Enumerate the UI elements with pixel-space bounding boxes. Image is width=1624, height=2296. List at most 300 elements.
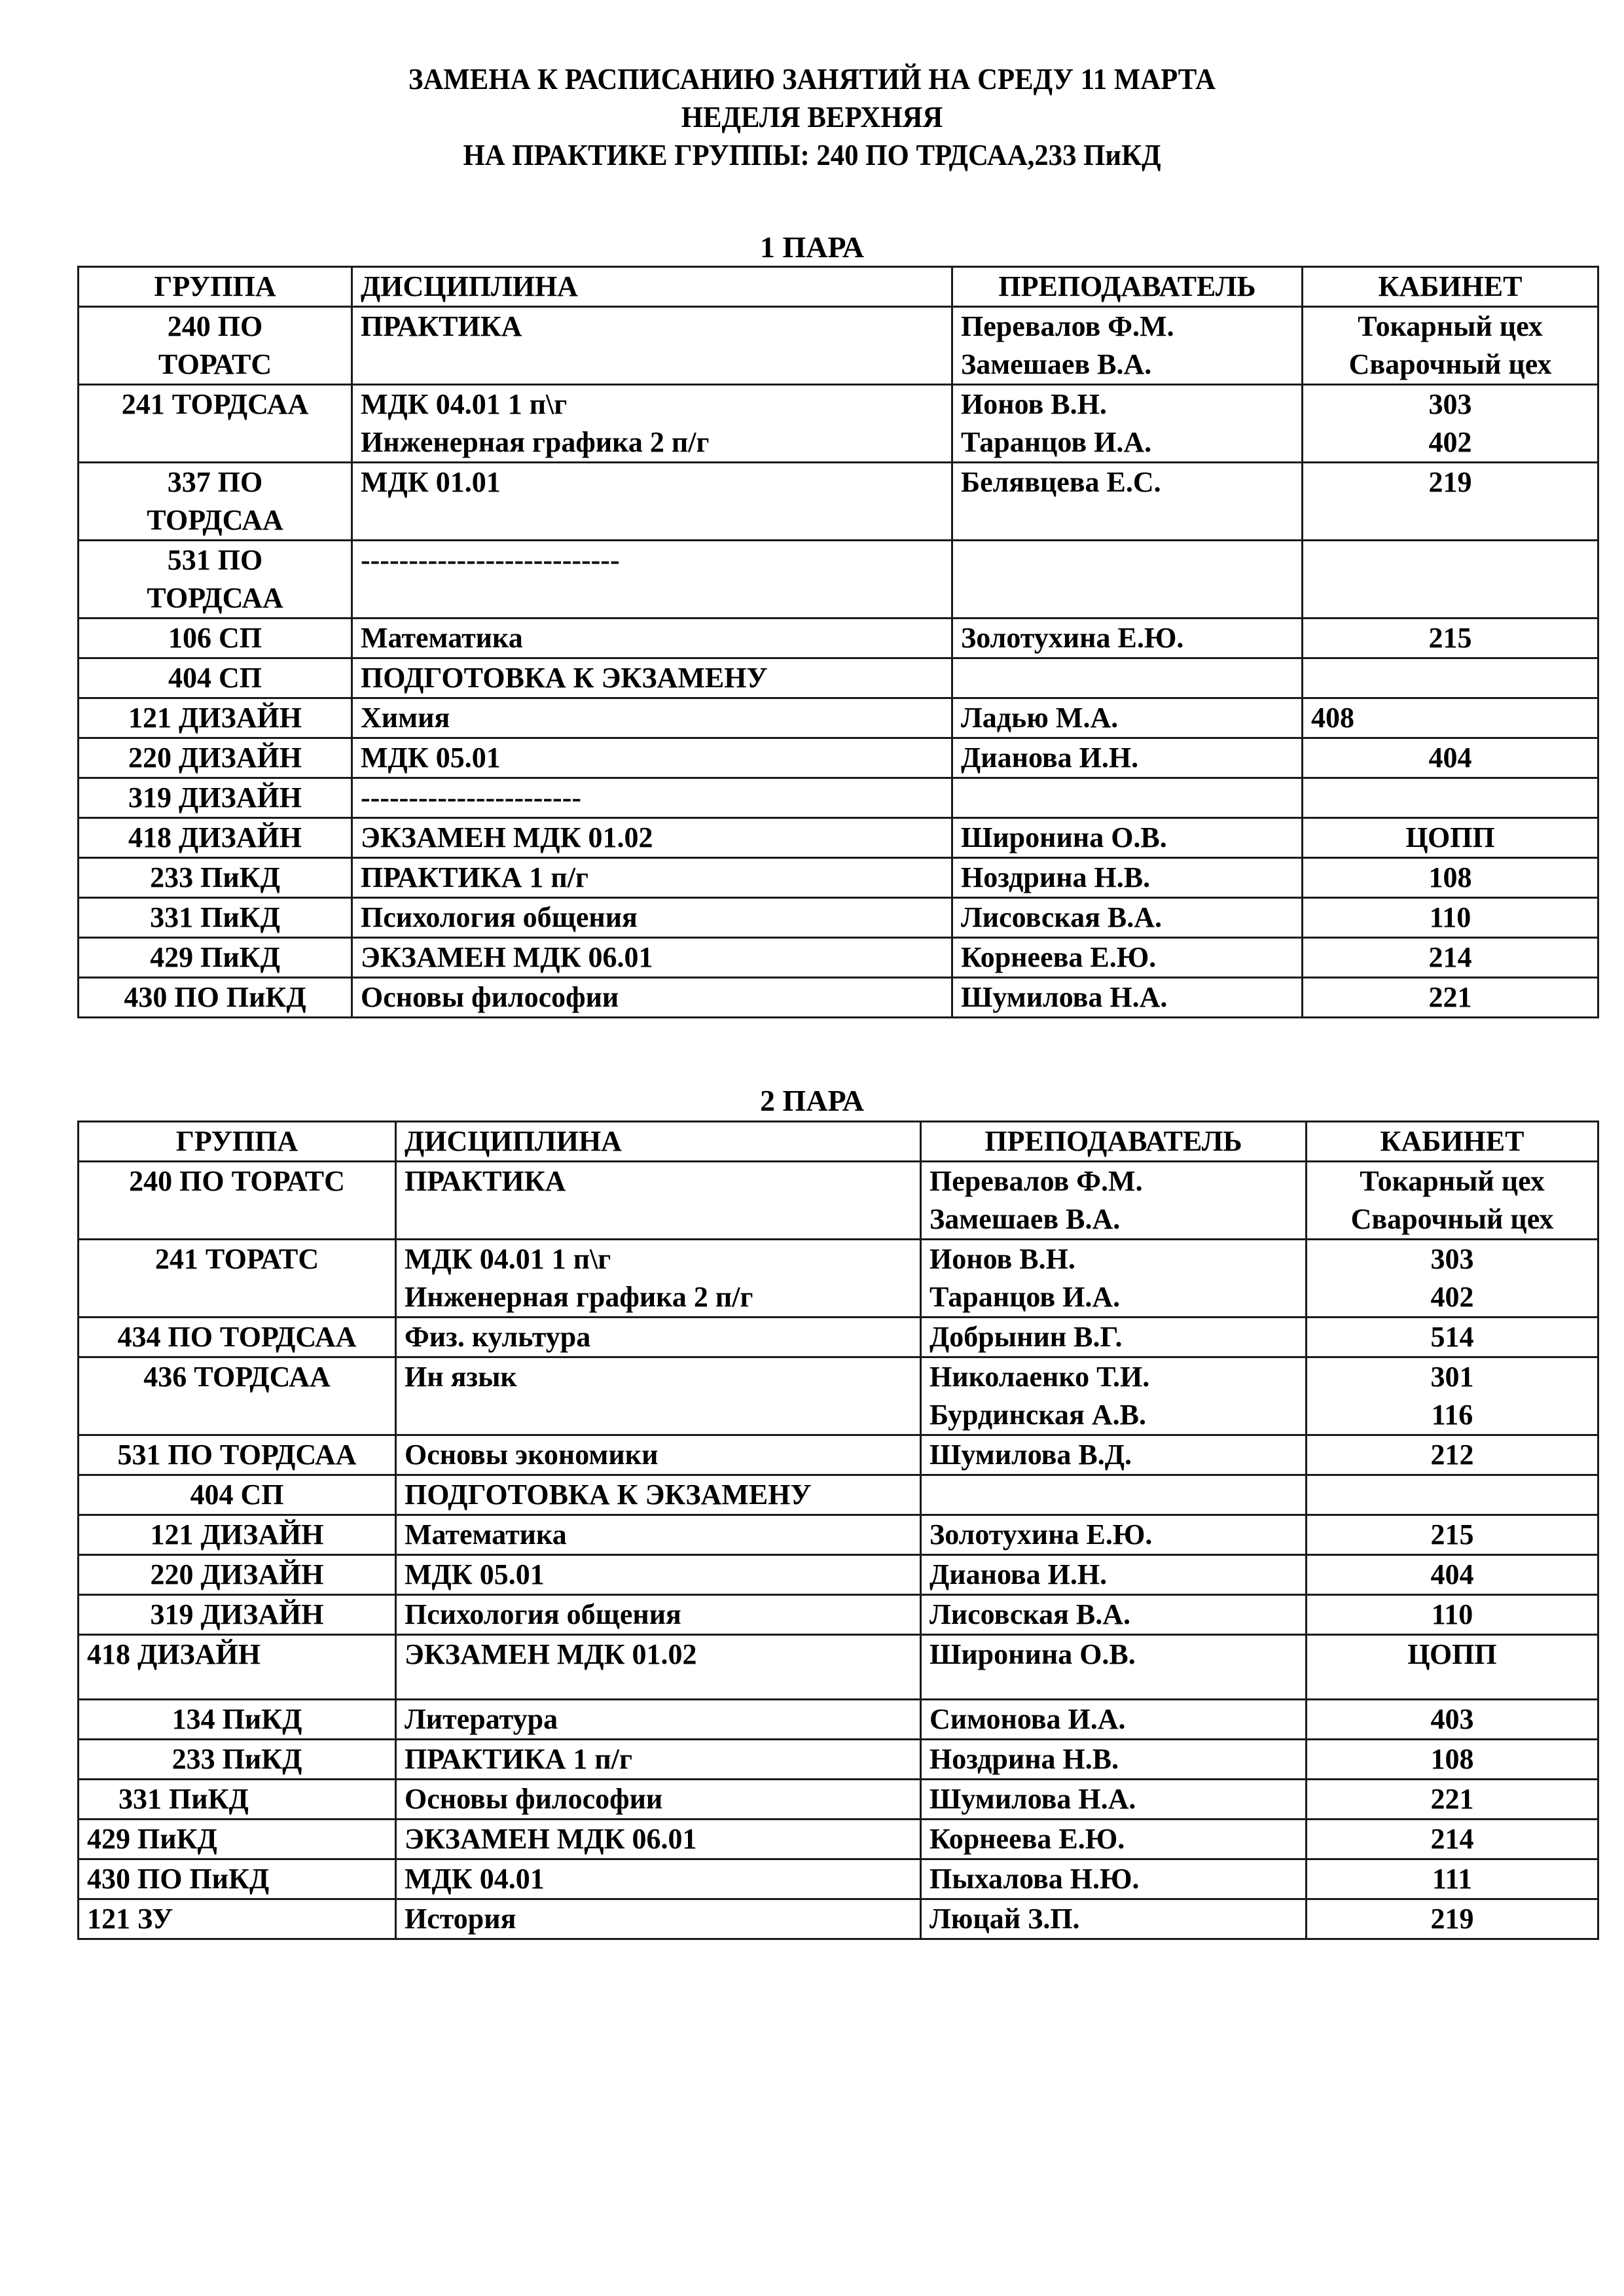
discipline-cell-line: Основы философии (405, 1783, 663, 1815)
table-row (79, 307, 1598, 385)
teacher-cell-line: Ионов В.Н. (929, 1243, 1075, 1275)
table-row (79, 463, 1598, 541)
teacher-cell-line (961, 779, 1293, 817)
teacher-cell-line: Николаенко Т.И. (929, 1361, 1150, 1393)
teacher-cell-line: Добрынин В.Г. (929, 1321, 1123, 1353)
group-cell (79, 1859, 396, 1899)
table-row (79, 1515, 1598, 1555)
discipline-cell-line: Основы философии (361, 981, 619, 1013)
group-cell-line: 531 ПО (167, 544, 263, 576)
group-cell (79, 978, 352, 1018)
teacher-cell-line: Перевалов Ф.М. (929, 1165, 1143, 1197)
teacher-cell-line: Замешаев В.А. (961, 348, 1152, 380)
group-cell-line: 331 ПиКД (118, 1783, 249, 1815)
header-week: НЕДЕЛЯ ВЕРХНЯЯ (681, 100, 943, 134)
discipline-cell-line: Литература (405, 1703, 558, 1735)
table-row (79, 1700, 1598, 1740)
discipline-cell-line: ПОДГОТОВКА К ЭКЗАМЕНУ (361, 662, 768, 694)
room-cell-line: 110 (1429, 901, 1471, 933)
group-cell-line: 233 ПиКД (150, 861, 280, 893)
teacher-cell (952, 698, 1303, 738)
room-cell-line: 111 (1432, 1863, 1473, 1895)
room-cell-line: Сварочный цех (1348, 348, 1552, 380)
table-row (79, 1635, 1598, 1700)
room-cell (1307, 1475, 1598, 1515)
discipline-cell-line: ПРАКТИКА 1 п/г (405, 1743, 632, 1775)
room-cell (1303, 307, 1598, 385)
table-row (79, 698, 1598, 738)
group-cell-line: 121 ЗУ (87, 1903, 173, 1935)
group-cell (79, 1635, 396, 1700)
room-cell-line (1311, 779, 1589, 817)
discipline-cell-line: МДК 05.01 (361, 742, 501, 774)
room-cell (1307, 1555, 1598, 1595)
teacher-cell (921, 1475, 1307, 1515)
teacher-cell-line: Дианова И.Н. (961, 742, 1139, 774)
group-cell (79, 1318, 396, 1357)
discipline-cell-line: Математика (405, 1518, 567, 1551)
column-header-discipline: ДИСЦИПЛИНА (352, 267, 952, 307)
room-cell-line: 215 (1430, 1518, 1474, 1551)
column-header-teacher: ПРЕПОДАВАТЕЛЬ (921, 1122, 1307, 1162)
column-header-room: КАБИНЕТ (1307, 1122, 1598, 1162)
group-cell-line: 121 ДИЗАЙН (128, 702, 302, 734)
teacher-cell (921, 1859, 1307, 1899)
table-row (79, 938, 1598, 978)
table-row (79, 385, 1598, 463)
group-cell-line: 404 СП (168, 662, 262, 694)
teacher-cell-line (961, 541, 1293, 579)
group-cell (79, 619, 352, 658)
discipline-cell-line: ПРАКТИКА (405, 1165, 566, 1197)
teacher-cell-line: Лисовская В.А. (929, 1598, 1131, 1630)
discipline-cell-line: Инженерная графика 2 п/г (405, 1281, 753, 1313)
table-row (79, 858, 1598, 898)
discipline-cell (352, 938, 952, 978)
room-cell (1307, 1435, 1598, 1475)
group-cell-line: 233 ПиКД (171, 1743, 302, 1775)
teacher-cell (921, 1820, 1307, 1859)
para1-title: 1 ПАРА (760, 230, 864, 264)
room-cell (1303, 385, 1598, 463)
room-cell (1303, 898, 1598, 938)
group-cell (79, 938, 352, 978)
room-cell-line: ЦОПП (1405, 821, 1495, 853)
document-header (0, 60, 1624, 174)
teacher-cell (952, 619, 1303, 658)
room-cell-line: 108 (1430, 1743, 1474, 1775)
teacher-cell (952, 858, 1303, 898)
group-cell (79, 1435, 396, 1475)
teacher-cell-line: Ноздрина Н.В. (961, 861, 1151, 893)
teacher-cell-line: Таранцов И.А. (961, 426, 1152, 458)
table-row (79, 541, 1598, 619)
discipline-cell (352, 818, 952, 858)
group-cell (79, 1740, 396, 1780)
header-practice-groups: НА ПРАКТИКЕ ГРУППЫ: 240 ПО ТРДСАА,233 ПиКД (463, 138, 1161, 171)
discipline-cell-line: ЭКЗАМЕН МДК 06.01 (405, 1823, 697, 1855)
room-cell (1307, 1780, 1598, 1820)
room-cell (1307, 1635, 1598, 1700)
para2-rows (79, 1162, 1598, 1939)
teacher-cell-line: Ладью М.А. (961, 702, 1119, 734)
teacher-cell (921, 1435, 1307, 1475)
teacher-cell-line: Замешаев В.А. (929, 1203, 1121, 1235)
discipline-cell (396, 1357, 921, 1435)
teacher-cell-line: Золотухина Е.Ю. (961, 622, 1184, 654)
teacher-cell-line: Перевалов Ф.М. (961, 310, 1174, 342)
room-cell-line: 108 (1428, 861, 1472, 893)
room-cell-line: Токарный цех (1360, 1165, 1545, 1197)
group-cell (79, 541, 352, 619)
table-row (79, 658, 1598, 698)
room-cell-line: 408 (1311, 702, 1354, 734)
table-row (79, 619, 1598, 658)
discipline-cell (396, 1700, 921, 1740)
group-cell-line: 220 ДИЗАЙН (128, 742, 302, 774)
discipline-cell-line: МДК 01.01 (361, 466, 501, 498)
discipline-cell (396, 1318, 921, 1357)
room-cell-line: 303 (1430, 1243, 1474, 1275)
teacher-cell (952, 541, 1303, 619)
teacher-cell (952, 818, 1303, 858)
teacher-cell-line: Белявцева Е.С. (961, 466, 1161, 498)
discipline-cell (396, 1820, 921, 1859)
group-cell-line: 429 ПиКД (150, 941, 280, 973)
teacher-cell (952, 978, 1303, 1018)
group-cell-line: 331 ПиКД (150, 901, 280, 933)
discipline-cell-line: Физ. культура (405, 1321, 591, 1353)
group-cell (79, 1515, 396, 1555)
room-cell (1307, 1820, 1598, 1859)
teacher-cell (952, 898, 1303, 938)
group-cell (79, 1820, 396, 1859)
group-cell-line: 429 ПиКД (87, 1823, 217, 1855)
room-cell (1303, 778, 1598, 818)
discipline-cell-line: ЭКЗАМЕН МДК 01.02 (361, 821, 653, 853)
para2-table (77, 1121, 1599, 1940)
discipline-cell-line: ЭКЗАМЕН МДК 06.01 (361, 941, 653, 973)
teacher-cell (921, 1740, 1307, 1780)
room-cell-line: 215 (1428, 622, 1472, 654)
room-cell (1303, 938, 1598, 978)
group-cell-line: 436 ТОРДСАА (143, 1361, 331, 1393)
group-cell-line: 404 СП (190, 1479, 284, 1511)
room-cell (1307, 1859, 1598, 1899)
column-header-discipline: ДИСЦИПЛИНА (396, 1122, 921, 1162)
room-cell-line: 404 (1428, 742, 1472, 774)
teacher-cell-line: Широнина О.В. (961, 821, 1167, 853)
teacher-cell-line: Шумилова Н.А. (929, 1783, 1136, 1815)
group-cell (79, 738, 352, 778)
group-cell-line: 241 ТОРАТС (154, 1243, 319, 1275)
group-cell-line: ТОРДСАА (147, 504, 283, 536)
group-cell-line: 531 ПО ТОРДСАА (117, 1439, 357, 1471)
room-cell (1303, 658, 1598, 698)
discipline-cell (352, 385, 952, 463)
teacher-cell (952, 938, 1303, 978)
group-cell (79, 307, 352, 385)
discipline-cell-line: ПРАКТИКА 1 п/г (361, 861, 588, 893)
table-row (79, 738, 1598, 778)
room-cell (1303, 698, 1598, 738)
room-cell-line: 219 (1430, 1903, 1474, 1935)
table-row (79, 1899, 1598, 1939)
discipline-cell-line: Инженерная графика 2 п/г (361, 426, 710, 458)
table-row (79, 1780, 1598, 1820)
group-cell-line: 434 ПО ТОРДСАА (117, 1321, 357, 1353)
teacher-cell-line: Люцай З.П. (929, 1903, 1080, 1935)
table-row (79, 778, 1598, 818)
teacher-cell (921, 1899, 1307, 1939)
table-row (79, 1859, 1598, 1899)
teacher-cell-line: Таранцов И.А. (929, 1281, 1121, 1313)
teacher-cell-line: Шумилова В.Д. (929, 1439, 1132, 1471)
group-cell-line: 418 ДИЗАЙН (128, 821, 302, 853)
discipline-cell (352, 898, 952, 938)
teacher-cell-line (961, 659, 1293, 697)
teacher-cell-line: Золотухина Е.Ю. (929, 1518, 1153, 1551)
group-cell (79, 1475, 396, 1515)
teacher-cell-line: Симонова И.А. (929, 1703, 1126, 1735)
teacher-cell (921, 1318, 1307, 1357)
para1-rows (79, 307, 1598, 1018)
group-cell-line: 106 СП (168, 622, 262, 654)
teacher-cell (921, 1515, 1307, 1555)
group-cell-line: ТОРДСАА (147, 582, 283, 614)
room-cell-line (1311, 659, 1589, 697)
teacher-cell-line: Широнина О.В. (929, 1638, 1136, 1670)
table-row (79, 1555, 1598, 1595)
group-cell (79, 1162, 396, 1240)
teacher-cell (921, 1162, 1307, 1240)
group-cell (79, 698, 352, 738)
teacher-cell (921, 1700, 1307, 1740)
group-cell (79, 1555, 396, 1595)
room-cell-line: 110 (1431, 1598, 1473, 1630)
room-cell-line: 219 (1428, 466, 1472, 498)
group-cell-line: 220 ДИЗАЙН (150, 1558, 324, 1590)
teacher-cell (921, 1357, 1307, 1435)
group-cell-line: 240 ПО ТОРАТС (129, 1165, 345, 1197)
table-header-row (79, 267, 1598, 307)
table-row (79, 1162, 1598, 1240)
header-title: ЗАМЕНА К РАСПИСАНИЮ ЗАНЯТИЙ НА СРЕДУ 11 МАРТА (408, 62, 1216, 96)
room-cell-line: 404 (1430, 1558, 1474, 1590)
room-cell-line: ЦОПП (1407, 1638, 1497, 1670)
teacher-cell (952, 738, 1303, 778)
teacher-cell (952, 658, 1303, 698)
teacher-cell (921, 1595, 1307, 1635)
table-row (79, 1475, 1598, 1515)
room-cell-line: 221 (1430, 1783, 1474, 1815)
group-cell-line: 430 ПО ПиКД (124, 981, 306, 1013)
teacher-cell-line: Корнеева Е.Ю. (961, 941, 1157, 973)
room-cell-line: 303 (1428, 388, 1472, 420)
room-cell (1307, 1357, 1598, 1435)
group-cell (79, 1595, 396, 1635)
group-cell-line: 241 ТОРДСАА (121, 388, 309, 420)
group-cell-line: 418 ДИЗАЙН (87, 1638, 261, 1670)
teacher-cell-line: Пыхалова Н.Ю. (929, 1863, 1140, 1895)
discipline-cell (396, 1435, 921, 1475)
table-row (79, 1240, 1598, 1318)
table-header-row (79, 1122, 1598, 1162)
group-cell (79, 1357, 396, 1435)
group-cell (79, 818, 352, 858)
room-cell (1307, 1595, 1598, 1635)
room-cell-line (1311, 541, 1589, 579)
teacher-cell (921, 1555, 1307, 1595)
room-cell-line: 221 (1428, 981, 1472, 1013)
group-cell-line: 121 ДИЗАЙН (150, 1518, 324, 1551)
room-cell (1307, 1740, 1598, 1780)
room-cell-line: 514 (1430, 1321, 1474, 1353)
group-cell (79, 385, 352, 463)
discipline-cell (352, 698, 952, 738)
room-cell-line: 402 (1428, 426, 1472, 458)
room-cell (1307, 1899, 1598, 1939)
group-cell (79, 1780, 396, 1820)
group-cell-line: ТОРАТС (158, 348, 272, 380)
column-header-room: КАБИНЕТ (1303, 267, 1598, 307)
room-cell (1303, 619, 1598, 658)
teacher-cell-line (929, 1476, 1297, 1514)
table-row (79, 1595, 1598, 1635)
discipline-cell-line: ПРАКТИКА (361, 310, 522, 342)
discipline-cell (396, 1859, 921, 1899)
group-cell-line: 430 ПО ПиКД (87, 1863, 270, 1895)
discipline-cell (352, 978, 952, 1018)
teacher-cell (952, 463, 1303, 541)
table-row (79, 898, 1598, 938)
discipline-cell (396, 1555, 921, 1595)
teacher-cell-line: Корнеева Е.Ю. (929, 1823, 1125, 1855)
discipline-cell-line: ----------------------- (361, 781, 582, 814)
group-cell (79, 858, 352, 898)
group-cell (79, 778, 352, 818)
room-cell (1307, 1700, 1598, 1740)
discipline-cell (396, 1240, 921, 1318)
room-cell-line: 214 (1428, 941, 1472, 973)
para2-title: 2 ПАРА (760, 1084, 864, 1117)
group-cell (79, 463, 352, 541)
discipline-cell-line: Математика (361, 622, 523, 654)
group-cell-line: 337 ПО (167, 466, 263, 498)
group-cell (79, 658, 352, 698)
teacher-cell-line: Дианова И.Н. (929, 1558, 1108, 1590)
room-cell-line: 212 (1430, 1439, 1474, 1471)
room-cell (1303, 541, 1598, 619)
table-row (79, 1435, 1598, 1475)
room-cell (1303, 463, 1598, 541)
group-cell-line: 134 ПиКД (171, 1703, 302, 1735)
teacher-cell-line: Бурдинская А.В. (929, 1399, 1146, 1431)
room-cell-line: 301 (1430, 1361, 1474, 1393)
group-cell-line: 319 ДИЗАЙН (128, 781, 302, 814)
discipline-cell (396, 1162, 921, 1240)
room-cell (1303, 818, 1598, 858)
teacher-cell (921, 1635, 1307, 1700)
discipline-cell (352, 778, 952, 818)
group-cell-line: 319 ДИЗАЙН (150, 1598, 324, 1630)
room-cell-line: Токарный цех (1358, 310, 1543, 342)
group-cell (79, 898, 352, 938)
discipline-cell-line: МДК 04.01 1 п\г (361, 388, 568, 420)
discipline-cell (352, 858, 952, 898)
discipline-cell (352, 619, 952, 658)
room-cell-line (1315, 1476, 1589, 1514)
discipline-cell-line: История (405, 1903, 516, 1935)
teacher-cell (952, 778, 1303, 818)
discipline-cell-line: МДК 05.01 (405, 1558, 545, 1590)
discipline-cell (396, 1595, 921, 1635)
discipline-cell-line: ЭКЗАМЕН МДК 01.02 (405, 1638, 697, 1670)
room-cell-line: 214 (1430, 1823, 1474, 1855)
room-cell-line: 402 (1430, 1281, 1474, 1313)
column-header-group: ГРУППА (79, 267, 352, 307)
room-cell (1303, 738, 1598, 778)
group-cell (79, 1700, 396, 1740)
discipline-cell-line: Основы экономики (405, 1439, 659, 1471)
room-cell-line: 116 (1431, 1399, 1473, 1431)
discipline-cell (352, 541, 952, 619)
group-cell (79, 1899, 396, 1939)
room-cell-line: 403 (1430, 1703, 1474, 1735)
room-cell (1303, 978, 1598, 1018)
discipline-cell (352, 463, 952, 541)
group-cell-line: 240 ПО (167, 310, 263, 342)
room-cell-line: Сварочный цех (1350, 1203, 1554, 1235)
teacher-cell (921, 1240, 1307, 1318)
para1-table (77, 266, 1599, 1018)
room-cell (1307, 1515, 1598, 1555)
room-cell (1303, 858, 1598, 898)
teacher-cell-line: Лисовская В.А. (961, 901, 1163, 933)
teacher-cell (952, 385, 1303, 463)
discipline-cell-line: Ин язык (405, 1361, 517, 1393)
discipline-cell (396, 1899, 921, 1939)
teacher-cell-line: Шумилова Н.А. (961, 981, 1168, 1013)
discipline-cell (352, 307, 952, 385)
discipline-cell-line: ПОДГОТОВКА К ЭКЗАМЕНУ (405, 1479, 812, 1511)
discipline-cell (396, 1515, 921, 1555)
table-row (79, 1318, 1598, 1357)
table-row (79, 1357, 1598, 1435)
room-cell (1307, 1162, 1598, 1240)
discipline-cell-line: Психология общения (405, 1598, 681, 1630)
discipline-cell (396, 1740, 921, 1780)
discipline-cell (352, 738, 952, 778)
teacher-cell-line: Ноздрина Н.В. (929, 1743, 1119, 1775)
column-header-group: ГРУППА (79, 1122, 396, 1162)
table-row (79, 1820, 1598, 1859)
discipline-cell (352, 658, 952, 698)
discipline-cell (396, 1635, 921, 1700)
discipline-cell-line: Психология общения (361, 901, 638, 933)
room-cell (1307, 1240, 1598, 1318)
teacher-cell-line: Ионов В.Н. (961, 388, 1107, 420)
discipline-cell-line: Химия (361, 702, 450, 734)
discipline-cell-line: МДК 04.01 (405, 1863, 545, 1895)
column-header-teacher: ПРЕПОДАВАТЕЛЬ (952, 267, 1303, 307)
table-row (79, 818, 1598, 858)
discipline-cell (396, 1475, 921, 1515)
group-cell (79, 1240, 396, 1318)
table-row (79, 978, 1598, 1018)
discipline-cell-line: МДК 04.01 1 п\г (405, 1243, 611, 1275)
room-cell (1307, 1318, 1598, 1357)
